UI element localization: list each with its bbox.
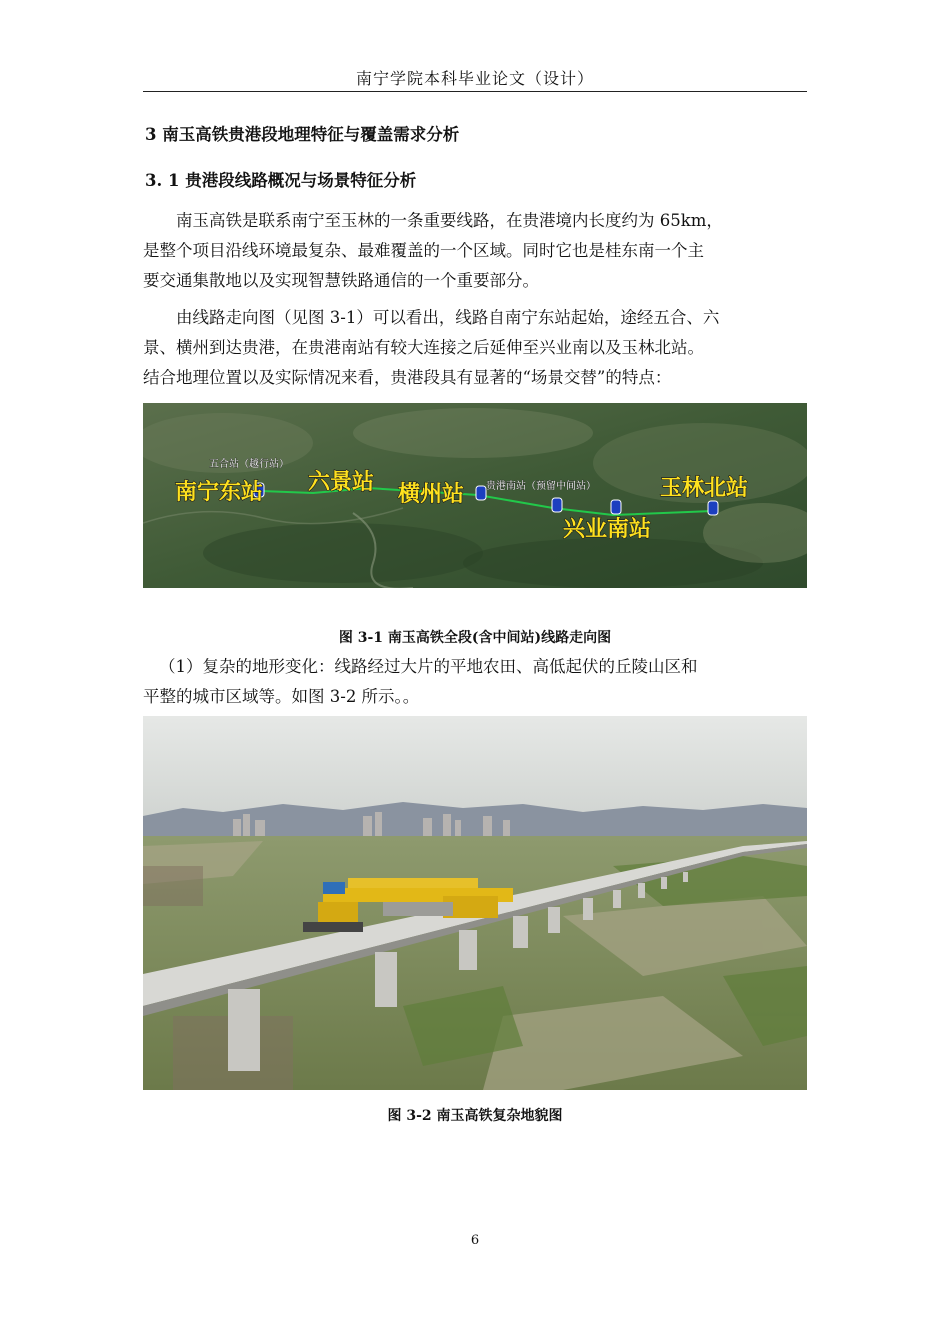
station-label-liujing: 六景站 [308,470,375,495]
subsection-heading: 3. 1 贵港段线路概况与场景特征分析 [145,171,417,190]
running-header: 南宁学院本科毕业论文（设计） [355,69,594,88]
train-icon [708,501,718,515]
paragraph-line: 平整的城市区域等。如图 3-2 所示。。 [143,687,420,706]
paragraph-route [143,303,807,393]
paragraph-line: 由线路走向图（见图 3-1）可以看出，线路自南宁东站起始，途经五合、六 [176,308,720,327]
figure-caption: 图 3-1 南玉高铁全段(含中间站)线路走向图 [338,630,612,646]
page-number: 6 [470,1233,480,1248]
route-map-figure [143,403,807,588]
train-icon [552,498,562,512]
paragraph-line: 景、横州到达贵港，在贵港南站有较大连接之后延伸至兴业南以及玉林北站。 [143,338,704,357]
paragraph-overview [143,206,807,296]
figure-caption: 图 3-2 南玉高铁复杂地貌图 [387,1108,563,1124]
station-label-hengzhou: 横州站 [398,482,465,507]
station-label-wuhe: 五合站（越行站） [209,459,289,470]
paragraph-line: 南玉高铁是联系南宁至玉林的一条重要线路，在贵港境内长度约为 65km， [176,211,723,230]
station-label-yulin-north: 玉林北站 [660,476,749,501]
station-label-guigang-south: 贵港南站（预留中间站） [486,481,596,492]
terrain-photo-figure [143,716,807,1090]
station-label-nanning-east: 南宁东站 [175,480,264,505]
paragraph-line: 要交通集散地以及实现智慧铁路通信的一个重要部分。 [143,271,539,290]
train-icon [476,486,486,500]
paragraph-line: 是整个项目沿线环境最复杂、最难覆盖的一个区域。同时它也是桂东南一个主 [143,241,704,260]
paragraph-line: （1）复杂的地形变化：线路经过大片的平地农田、高低起伏的丘陵山区和 [159,657,698,676]
section-heading: 3 南玉高铁贵港段地理特征与覆盖需求分析 [145,125,460,144]
paragraph-line: 结合地理位置以及实际情况来看，贵港段具有显著的“场景交替”的特点： [143,368,672,387]
station-label-xingye-south: 兴业南站 [563,517,652,542]
paragraph-terrain [143,652,807,712]
train-icon [611,500,621,514]
header-rule [143,91,807,92]
